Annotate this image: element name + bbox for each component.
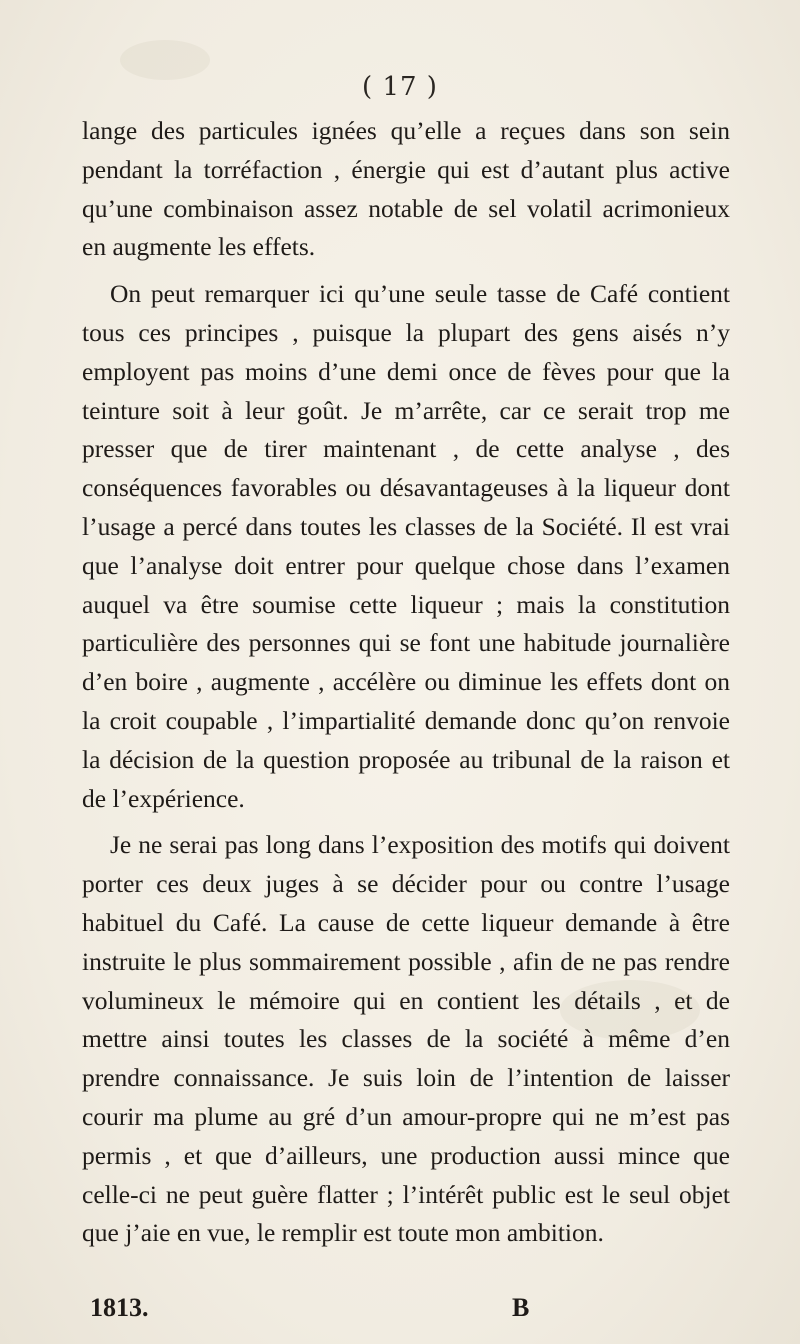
paragraph-1: lange des particules ignées qu’elle a reçues dans son sein pendant la torréfaction , énergie qui est d’autant plus active qu’une combinaison assez notable de sel volatil acrimonieux en augmente les effets. <box>82 116 730 262</box>
page-footer <box>82 1293 730 1333</box>
paragraph-3: Je ne serai pas long dans l’exposition des motifs qui doivent porter ces deux juges à se décider pour ou contre l’usage habituel du Café. La cause de cette liqueur demande à être instruite le plus sommairement possible , afin de ne pas rendre volumineux le mémoire qui en contient les détails , et de mettre ainsi toutes les classes de la société à même d’en prendre connaissance. Je suis loin de l’intention de laisser courir ma plume au gré d’un amour-propre qui ne m’est pas permis , et que d’ailleurs, une production aussi mince que celle-ci ne peut guère flatter ; l’intérêt public est le seul objet que j’aie en vue, le remplir est toute mon ambition. <box>82 830 730 1248</box>
signature-mark: B <box>512 1293 530 1322</box>
body-text <box>82 112 730 1253</box>
footer-year: 1813. <box>90 1293 149 1322</box>
page-number: ( 17 ) <box>362 72 438 102</box>
paragraph-2: On peut remarquer ici qu’une seule tasse de Café contient tous ces principes , puisque la plupart des gens aisés n’y employent pas moins d’une demi once de fèves pour que la teinture soit à leur goût. Je m’arrête, car ce serait trop me presser que de tirer maintenant , de cette analyse , des conséquences favorables ou désavantageuses à la liqueur dont l’usage a percé dans toutes les classes de la Société. Il est vrai que l’analyse doit entrer pour quelque chose dans l’examen auquel va être soumise cette liqueur ; mais la constitution particulière des personnes qui se font une habitude journalière d’en boire , augmente , accélère ou diminue les effets dont on la croit coupable , l’impartialité demande donc qu’on renvoie la décision de la question proposée au tribunal de la raison et de l’expérience. <box>82 279 730 813</box>
